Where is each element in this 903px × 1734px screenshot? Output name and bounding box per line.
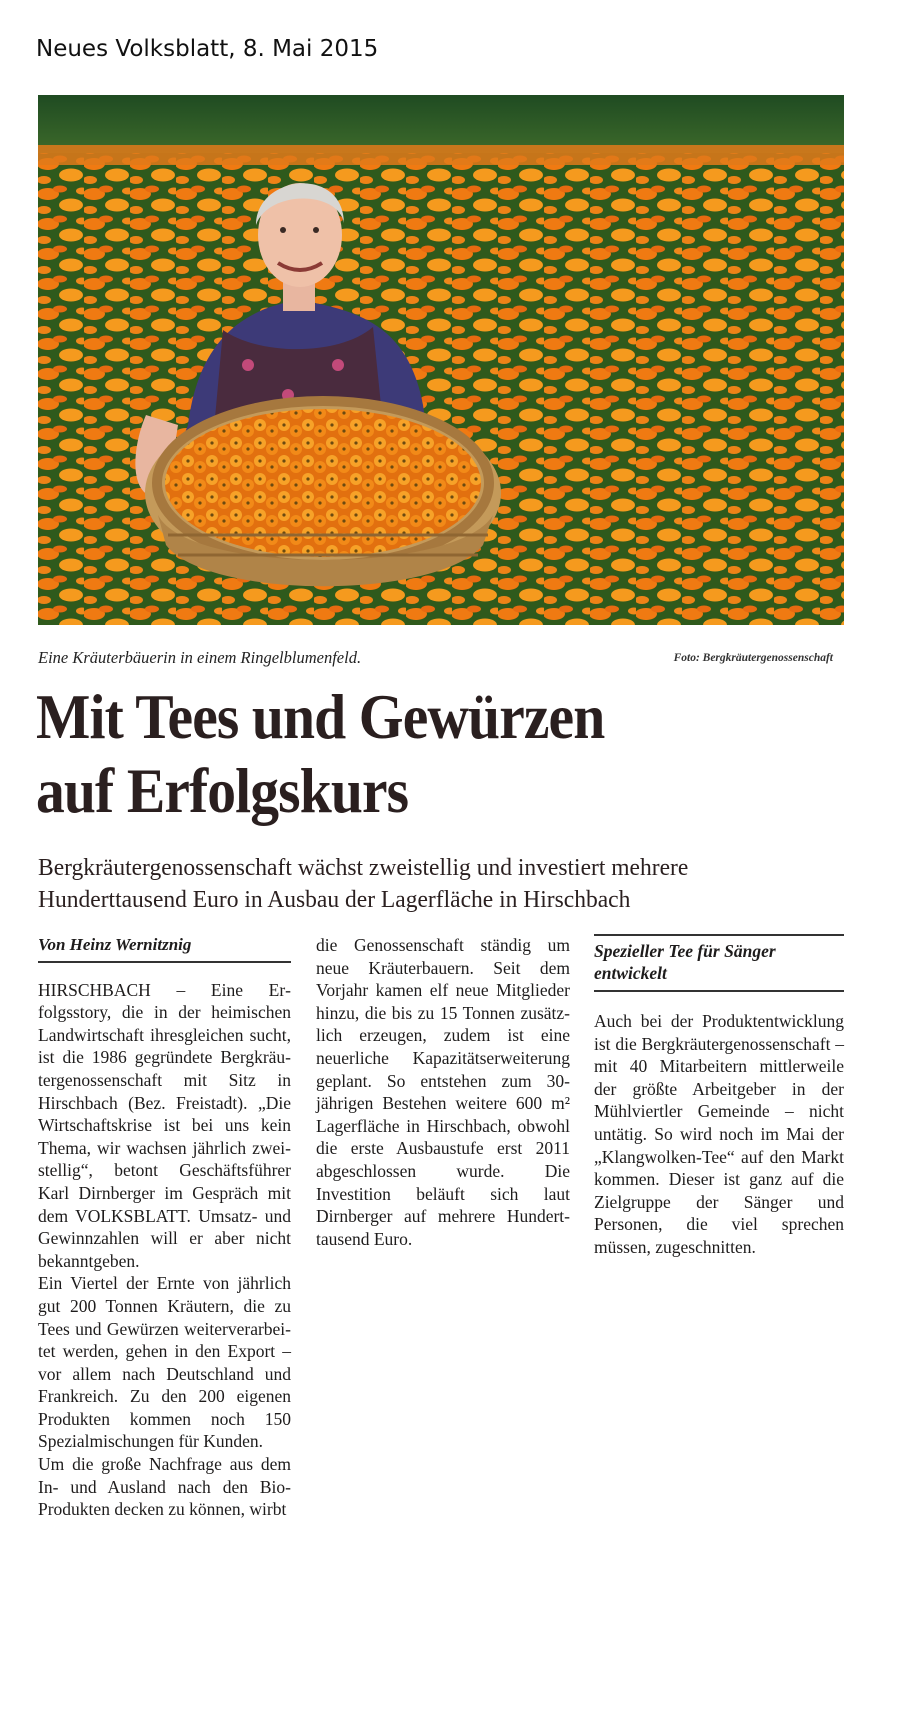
article-column-3 [594,934,844,1259]
headline-line-2: auf Erfolgskurs [36,755,409,826]
byline: Von Heinz Wernitznig [38,934,291,963]
newspaper-source: Neues Volksblatt, 8. Mai 2015 [36,36,379,62]
subheadline: Bergkräutergenossenschaft wächst zweistellig und investiert mehrere Hunderttausend Euro in Ausbau der Lagerfläche in Hirschbach [38,855,689,913]
photo-caption: Eine Kräuterbäuerin in einem Ringelblumenfeld. [38,648,362,667]
photo-illustration [38,95,844,625]
section-subheading: Spezieller Tee für Sänger entwickelt [594,934,844,992]
marigold-field-photo [38,95,844,625]
article-paragraph: HIRSCHBACH – Eine Erfolgsstory, die in der heimischen Landwirtschaft ihresgleichen sucht, ist die 1986 gegründete Bergkräutergenossenschaft mit Sitz in Hirschbach (Bez. Freistadt). „Die Wirtschaftskrise ist bei uns kein Thema, wir wachsen jährlich zweistellig“, betont Geschäftsführer Karl Dirnberger im Gespräch mit dem VOLKSBLATT. Umsatz- und Gewinnzahlen will er aber nicht bekanntgeben. [38,979,291,1271]
article-column-2 [316,934,570,1250]
article-paragraph: Ein Viertel der Ernte von jährlich gut 200 Tonnen Kräutern, die zu Tees und Gewürzen weiterverarbeitet werden, gehen in den Export – vor allem nach Deutschland und Frankreich. Zu den 200 eigenen Produkten kommen noch 150 Spezialmischungen für Kunden. [38,1273,291,1452]
headline-line-1: Mit Tees und Gewürzen [36,681,605,752]
article-column-1 [38,934,291,1521]
photo-credit: Foto: Bergkräutergenossenschaft [673,652,833,664]
article-paragraph: die Genossenschaft ständig um neue Kräuterbauern. Seit dem Vorjahr kamen elf neue Mitglieder hinzu, die bis zu 15 Tonnen zusätzlich erzeugen, zudem ist eine neuerliche Kapazitätserweiterung geplant. So entstehen zum 30-jährigen Bestehen weitere 600 m² Lagerfläche in Hirschbach, obwohl die erste Ausbaustufe erst 2011 abgeschlossen wurde. Die Investition beläuft sich laut Dirnberger auf mehrere Hunderttausend Euro. [316,935,570,1249]
article-paragraph: Um die große Nachfrage aus dem In- und Ausland nach den Bio-Produkten decken zu können, wirbt [38,1454,291,1520]
headline [36,680,604,828]
article-paragraph: Auch bei der Produktentwicklung ist die Bergkräutergenossenschaft – mit 40 Mitarbeitern mittlerweile der größte Arbeitgeber in der Mühlviertler Gemeinde – nicht untätig. So wird noch im Mai der „Klangwolken-Tee“ auf den Markt kommen. Dieser ist ganz auf die Zielgruppe der Sänger und Personen, die viel sprechen müssen, zugeschnitten. [594,1011,844,1257]
